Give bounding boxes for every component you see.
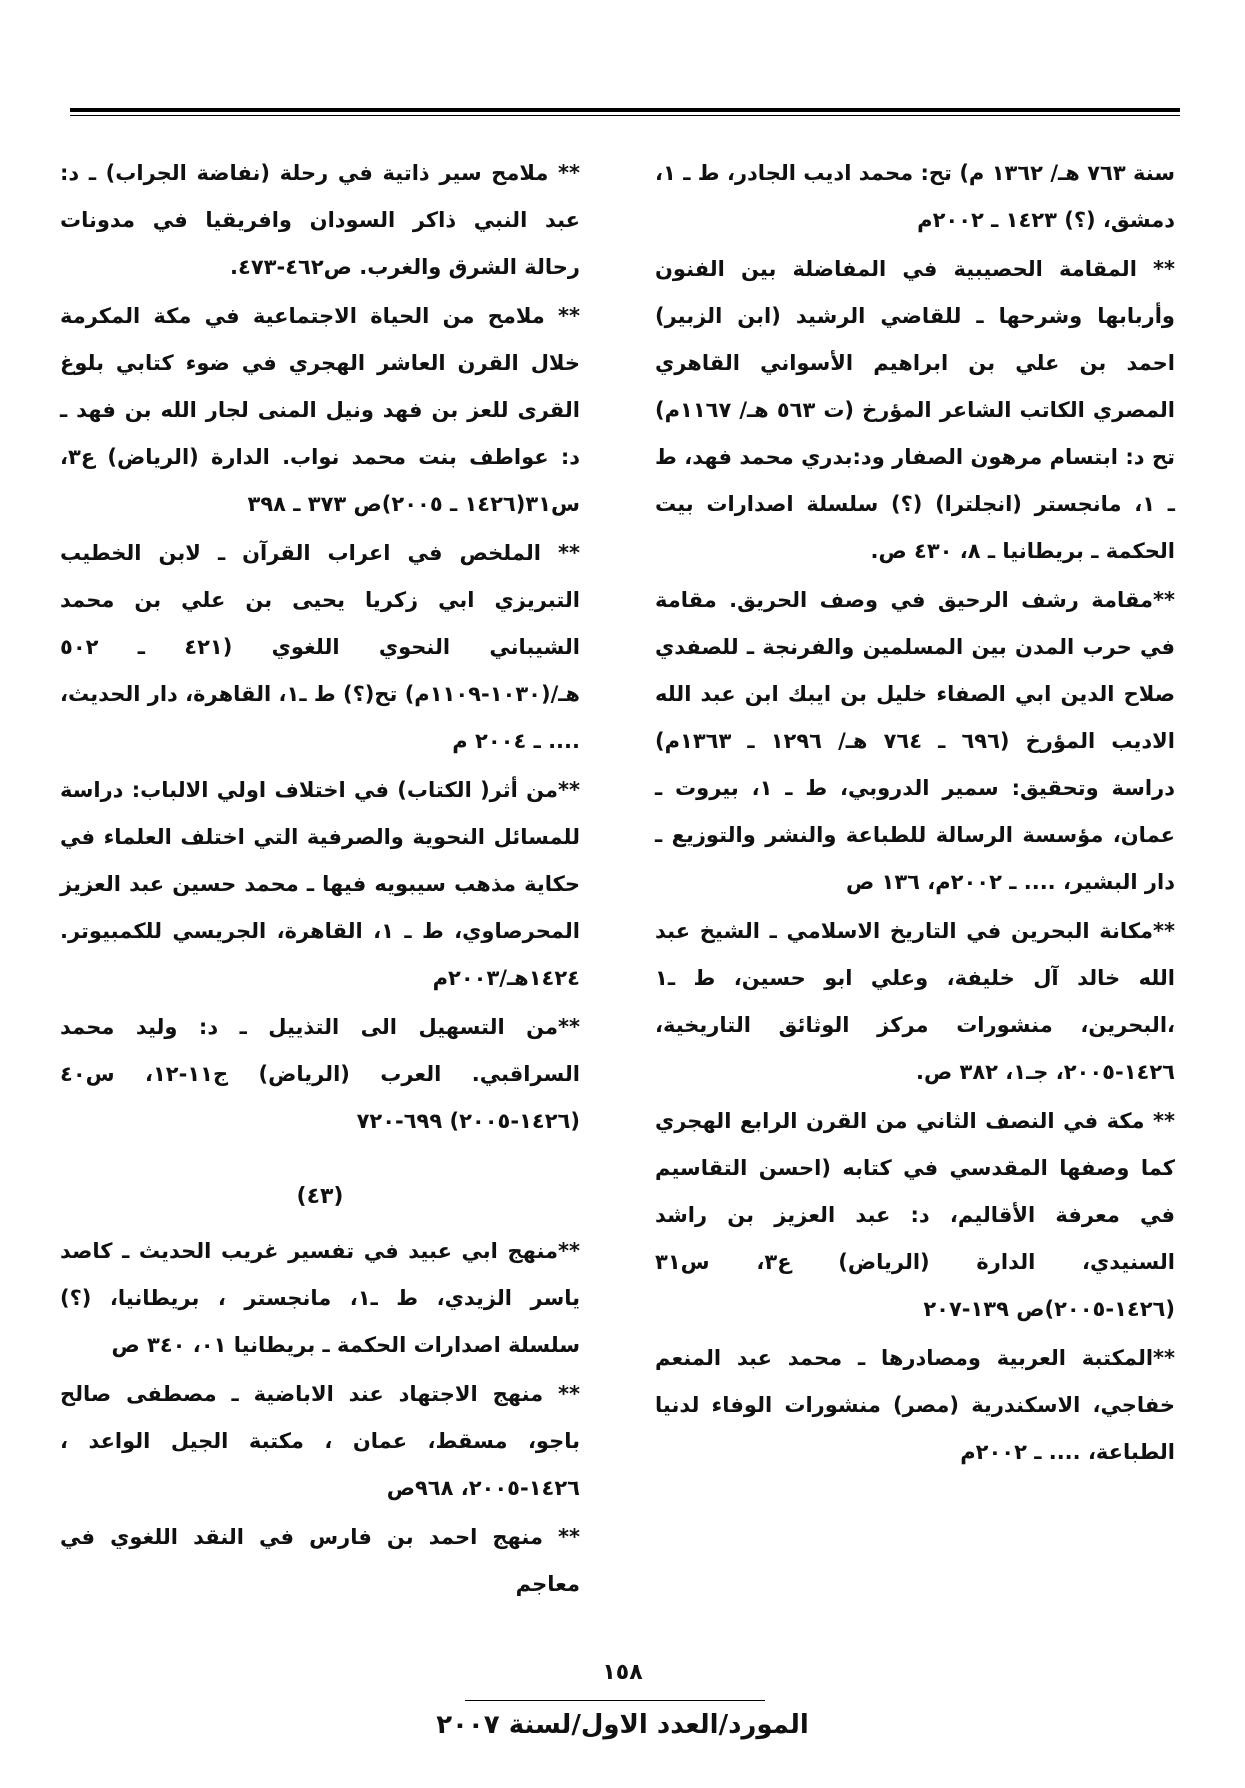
bibliography-entry: ** ملامح سير ذاتية في رحلة (نفاضة الجراب) ـ د: عبد النبي ذاكر السودان وافريقيا في مدونات رحالة الشرق والغرب. ص٤٦٢-٤٧٣.: [60, 161, 580, 279]
right-column: [655, 150, 1175, 1478]
bibliography-entry: ** المقامة الحصيبية في المفاضلة بين الفنون وأربابها وشرحها ـ للقاضي الرشيد (ابن الزبير) احمد بن علي بن ابراهيم الأسواني القاهري المصري الكاتب الشاعر المؤرخ (ت ٥٦٣ هـ/ ١١٦٧م) تح د: ابتسام مرهون الصفار ود:بدري محمد فهد، ط ـ ١، مانجستر (انجلترا) (؟) سلسلة اصدارات بيت الحكمة ـ بريطانيا ـ ٨، ٤٣٠ ص.: [655, 257, 1176, 563]
bibliography-entry: **مقامة رشف الرحيق في وصف الحريق. مقامة في حرب المدن بين المسلمين والفرنجة ـ للصفدي صلاح الدين ابي الصفاء خليل بن ايبك ابن عبد الله الاديب المؤرخ (٦٩٦ ـ ٧٦٤ هـ/ ١٢٩٦ ـ ١٣٦٣م) دراسة وتحقيق: سمير الدروبي، ط ـ ١، بيروت ـ عمان، مؤسسة الرسالة للطباعة والنشر والتوزيع ـ دار البشير، .... ـ ٢٠٠٢م، ١٣٦ ص: [655, 588, 1175, 894]
bibliography-entry: **المكتبة العربية ومصادرها ـ محمد عبد المنعم خفاجي، الاسكندرية (مصر) منشورات الوفاء لدنيا الطباعة، .... ـ ٢٠٠٢م: [655, 1346, 1175, 1464]
bibliography-entry: **منهج ابي عبيد في تفسير غريب الحديث ـ كاصد ياسر الزيدي، ط ـ١، مانجستر ، بريطانيا، (؟) سلسلة اصدارات الحكمة ـ بريطانيا ٠١، ٣٤٠ ص: [60, 1239, 580, 1357]
bibliography-entry: **مكانة البحرين في التاريخ الاسلامي ـ الشيخ عبد الله خالد آل خليفة، وعلي ابو حسين، ط ـ١ ،البحرين، منشورات مركز الوثائق التاريخية، ١٤٢٦-٢٠٠٥، جـ١، ٣٨٢ ص.: [655, 919, 1175, 1084]
bibliography-entry: ** الملخص في اعراب القرآن ـ لابن الخطيب التبريزي ابي زكريا يحيى بن علي بن محمد الشيباني النحوي اللغوي (٤٢١ ـ ٥٠٢ هـ/(١٠٣٠-١١٠٩م) تح(؟) ط ـ١، القاهرة، دار الحديث، .... ـ ٢٠٠٤ م: [60, 541, 580, 753]
bibliography-entry: ** منهج الاجتهاد عند الاباضية ـ مصطفى صالح باجو، مسقط، عمان ، مكتبة الجيل الواعد ، ١٤٢٦-٢٠٠٥، ٩٦٨ص: [60, 1382, 580, 1500]
bibliography-entry: ** منهج احمد بن فارس في النقد اللغوي في معاجم: [60, 1525, 580, 1596]
bibliography-entry: **من أثر( الكتاب) في اختلاف اولي الالباب: دراسة للمسائل النحوية والصرفية التي اختلف العلماء في حكاية مذهب سيبويه فيها ـ محمد حسين عبد العزيز المحرصاوي، ط ـ ١، القاهرة، الجريسي للكمبيوتر. ١٤٢٤هـ/٢٠٠٣م: [60, 778, 580, 990]
page-number: ١٥٨: [602, 1660, 643, 1685]
journal-info: المورد/العدد الاول/لسنة ٢٠٠٧: [436, 1710, 809, 1740]
header-rule: [70, 108, 1180, 112]
left-column: [60, 150, 580, 1610]
footer-rule: [465, 1700, 765, 1701]
bibliography-entry: ** ملامح من الحياة الاجتماعية في مكة المكرمة خلال القرن العاشر الهجري في ضوء كتابي بلوغ القرى للعز بن فهد ونيل المنى لجار الله بن فهد ـ د: عواطف بنت محمد نواب. الدارة (الرياض) ع٣، س٣١(١٤٢٦ ـ ٢٠٠٥)ص ٣٧٣ ـ ٣٩٨: [60, 304, 580, 516]
bibliography-entry: **من التسهيل الى التذييل ـ د: وليد محمد السراقبي. العرب (الرياض) ج١١-١٢، س٤٠ (١٤٢٦-٢٠٠٥) ٦٩٩-٧٢٠: [60, 1015, 580, 1133]
section-number: (٤٣): [296, 1184, 344, 1209]
header-rule-thin: [70, 115, 1180, 116]
bibliography-entry: سنة ٧٦٣ هـ/ ١٣٦٢ م) تح: محمد اديب الجادر، ط ـ ١، دمشق، (؟) ١٤٢٣ ـ ٢٠٠٢م: [655, 161, 1175, 232]
bibliography-entry: ** مكة في النصف الثاني من القرن الرابع الهجري كما وصفها المقدسي في كتابه (احسن التقاسيم في معرفة الأقاليم، د: عبد العزيز بن راشد السنيدي، الدارة (الرياض) ع٣، س٣١ (١٤٢٦-٢٠٠٥)ص ١٣٩-٢٠٧: [655, 1109, 1175, 1321]
